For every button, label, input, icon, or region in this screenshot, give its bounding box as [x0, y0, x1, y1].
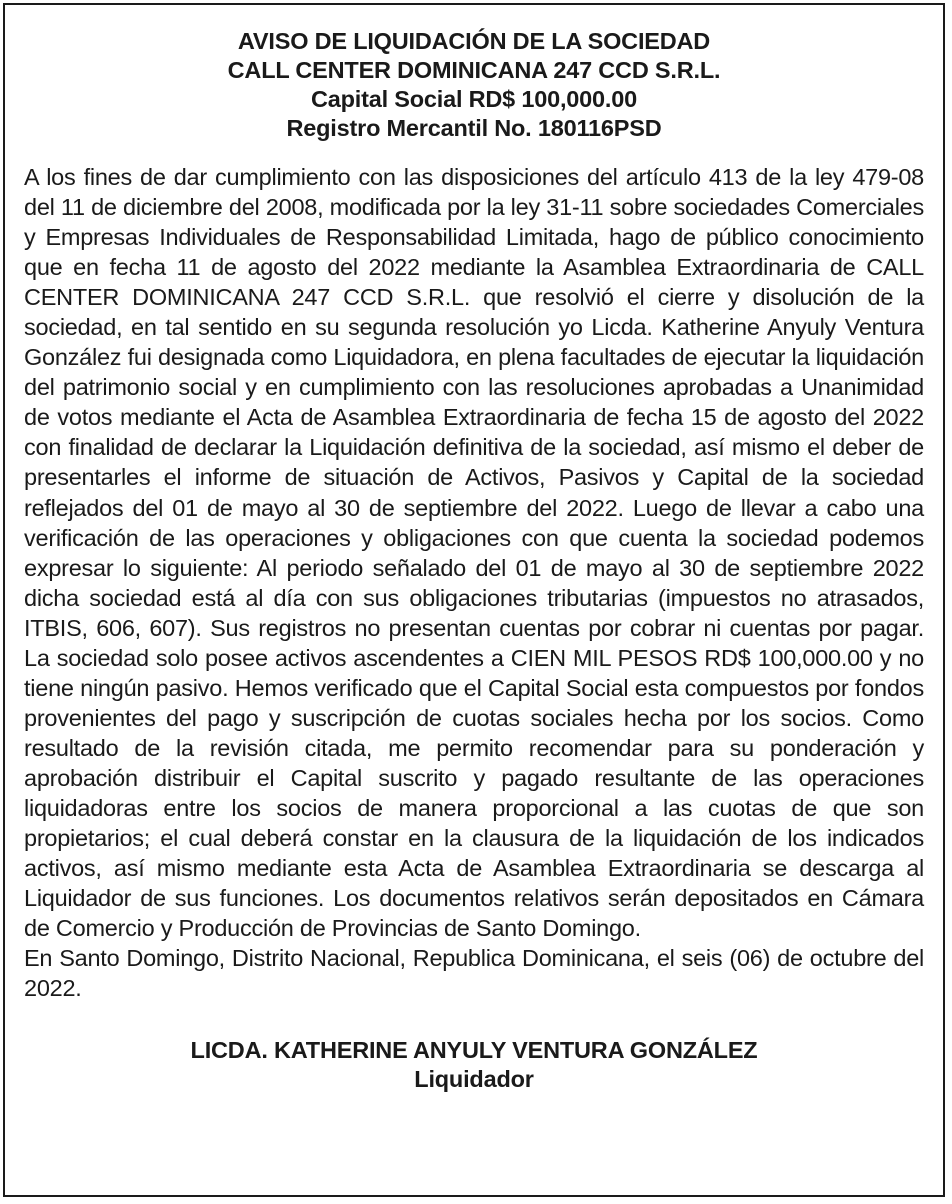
place-and-date: En Santo Domingo, Distrito Nacional, Republica Dominicana, el seis (06) de octubre del 2022. — [24, 945, 924, 1002]
body-paragraph: A los fines de dar cumplimiento con las disposiciones del artículo 413 de la ley 479-08 del 11 de diciembre del 2008, modificada por la ley 31-11 sobre sociedades Comerciales y Empresas Individuales de Responsabilidad Limitada, hago de público conocimiento que en fecha 11 de agosto del 2022 mediante la Asamblea Extraordinaria de CALL CENTER DOMINICANA 247 CCD S.R.L. que resolvió el cierre y disolución de la sociedad, en tal sentido en su segunda resolución yo Licda. Katherine Anyuly Ventura González fui designada como Liquidadora, en plena facultades de ejecutar la liquidación del patrimonio social y en cumplimiento con las resoluciones aprobadas a Unanimidad de votos mediante el Acta de Asamblea Extraordinaria de fecha 15 de agosto del 2022 con finalidad de declarar la Liquidación definitiva de la sociedad, así mismo el deber de presentarles el informe de situación de Activos, Pasivos y Capital de la sociedad reflejados del 01 de mayo al 30 de septiembre del 2022. Luego de llevar a cabo una verificación de las operaciones y obligaciones con que cuenta la sociedad podemos expresar lo siguiente: Al periodo señalado del 01 de mayo al 30 de septiembre 2022 dicha sociedad está al día con sus obligaciones tributarias (impuestos no atrasados, ITBIS, 606, 607). Sus registros no presentan cuentas por cobrar ni cuentas por pagar. La sociedad solo posee activos ascendentes a CIEN MIL PESOS RD$ 100,000.00 y no tiene ningún pasivo. Hemos verificado que el Capital Social esta compuestos por fondos provenientes del pago y suscripción de cuotas sociales hecha por los socios. Como resultado de la revisión citada, me permito recomendar para su ponderación y aprobación distribuir el Capital suscrito y pagado resultante de las operaciones liquidadoras entre los socios de manera proporcional a las cuotas de que son propietarios; el cual deberá constar en la clausura de la liquidación de los indicados activos, así mismo mediante esta Acta de Asamblea Extraordinaria se descarga al Liquidador de sus funciones. Los documentos relativos serán depositados en Cámara de Comercio y Producción de Provincias de Santo Domingo. — [24, 164, 924, 942]
notice-title: AVISO DE LIQUIDACIÓN DE LA SOCIEDAD — [237, 28, 711, 54]
social-capital: Capital Social RD$ 100,000.00 — [311, 86, 637, 112]
mercantile-registry: Registro Mercantil No. 180116PSD — [286, 115, 662, 141]
legal-notice — [3, 3, 945, 1197]
signature-block — [24, 1036, 924, 1094]
company-name: CALL CENTER DOMINICANA 247 CCD S.R.L. — [227, 57, 721, 83]
notice-body — [24, 162, 924, 1003]
signatory-role: Liquidador — [414, 1066, 534, 1093]
signatory-name: LICDA. KATHERINE ANYULY VENTURA GONZÁLEZ — [190, 1037, 758, 1064]
notice-header — [24, 27, 924, 143]
